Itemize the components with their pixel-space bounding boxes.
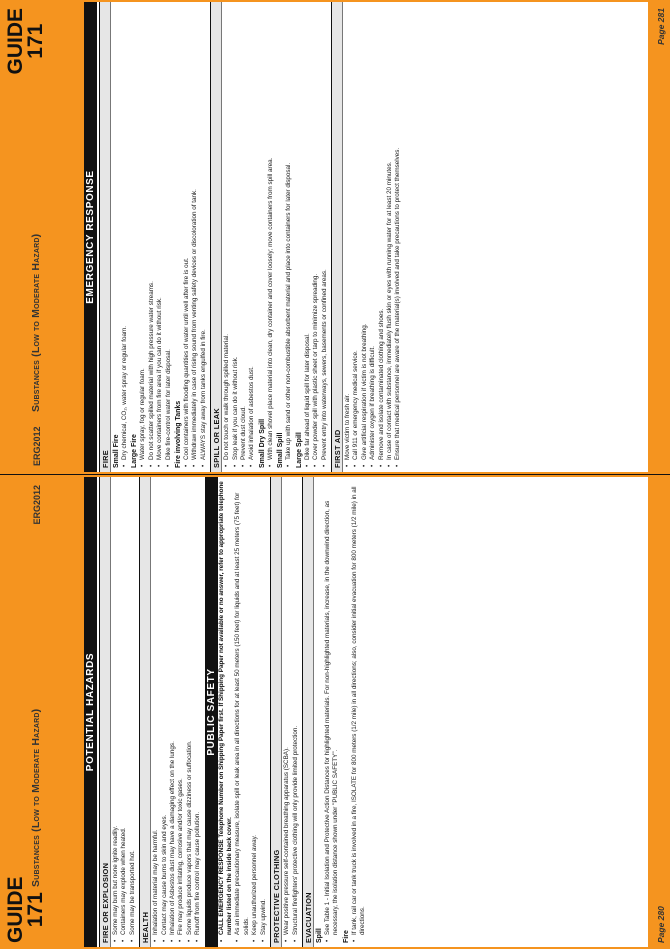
page-number: Page 280 xyxy=(656,906,666,943)
list-item: • Withdraw immediately in case of rising sound from venting safety devices or discoloration of tank. xyxy=(191,6,199,468)
tanks-list xyxy=(183,6,208,468)
guide-number: 171 xyxy=(24,892,47,928)
list-item: • Water spray, fog or regular foam. xyxy=(139,6,147,468)
evacuation-fire-list xyxy=(351,481,368,943)
page-header xyxy=(0,0,82,474)
list-item: • Call 911 or emergency medical service. xyxy=(352,6,360,468)
tanks-label: Fire involving Tanks xyxy=(175,400,183,468)
page-content xyxy=(84,2,648,472)
fire-heading: FIRE xyxy=(99,2,111,472)
list-item: • Stay upwind. xyxy=(260,481,268,943)
large-spill-list xyxy=(304,6,329,468)
evacuation-heading: EVACUATION xyxy=(302,477,314,947)
header-erg: ERG2012 xyxy=(32,485,42,525)
guide-number-block xyxy=(6,8,46,75)
list-item: • ALWAYS stay away from tanks engulfed in fire. xyxy=(200,6,208,468)
first-aid-list xyxy=(344,6,403,468)
large-spill-label: Large Spill xyxy=(295,432,303,468)
guide-number: 171 xyxy=(24,23,47,59)
list-item: • Administer oxygen if breathing is difficult. xyxy=(369,6,377,468)
list-item: • Structural firefighters' protective clothing will only provide limited protection. xyxy=(292,481,300,943)
page-content xyxy=(84,477,648,947)
header-title: Substances (Low to Moderate Hazard) xyxy=(30,233,42,412)
list-item: • Containers may explode when heated. xyxy=(120,481,128,943)
list-item: • Inhalation of material may be harmful. xyxy=(152,481,160,943)
list-item: • Dike far ahead of liquid spill for later disposal. xyxy=(304,6,312,468)
list-item: • Prevent dust cloud. xyxy=(240,6,248,468)
spill-leak-list xyxy=(223,6,257,468)
list-item: • Keep unauthorized personnel away. xyxy=(251,481,259,943)
list-item: • Some liquids produce vapors that may cause dizziness or suffocation. xyxy=(186,481,194,943)
list-item: • Remove and isolate contaminated clothing and shoes. xyxy=(378,6,386,468)
public-safety-band: PUBLIC SAFETY xyxy=(205,477,218,947)
header-title: Substances (Low to Moderate Hazard) xyxy=(30,708,42,887)
list-item: • Some may be transported hot. xyxy=(129,481,137,943)
list-item: • Ensure that medical personnel are aware of the material(s) involved and take precautions to protect themselves. xyxy=(394,6,402,468)
list-item: • Runoff from fire control may cause pollution. xyxy=(194,481,202,943)
list-item: • Take up with sand or other non-combustible absorbent material and place into containers for later disposal. xyxy=(285,6,293,468)
list-item: • Inhalation of Asbestos dust may have a damaging effect on the lungs. xyxy=(169,481,177,943)
header-erg: ERG2012 xyxy=(32,426,42,466)
small-dry-spill-list xyxy=(267,6,275,468)
list-item: • Do not touch or walk through spilled material. xyxy=(223,6,231,468)
list-item: • Avoid inhalation of asbestos dust. xyxy=(248,6,256,468)
list-item: • Do not scatter spilled material with high pressure water streams. xyxy=(148,6,156,468)
list-item: • Wear positive pressure self-contained breathing apparatus (SCBA). xyxy=(283,481,291,943)
list-item: • Cool containers with flooding quantities of water until well after fire is out. xyxy=(183,6,191,468)
small-fire-list xyxy=(121,6,129,468)
list-item: • Fire may produce irritating, corrosive and/or toxic gases. xyxy=(177,481,185,943)
evacuation-spill-label: Spill xyxy=(315,928,323,943)
list-item: • With clean shovel place material into clean, dry container and cover loosely; move containers from spill area. xyxy=(267,6,275,468)
evacuation-spill-list xyxy=(324,481,341,943)
list-item: • In case of contact with substance, immediately flush skin or eyes with running water for at least 20 minutes. xyxy=(386,6,394,468)
page-number: Page 281 xyxy=(656,8,666,45)
large-fire-label: Large Fire xyxy=(131,434,139,468)
list-item: • See Table 1 - Initial Isolation and Protective Action Distances for highlighted materials. For non-highlighted materials, increase, in the downwind direction, as necessary, the isolation distance shown under "PUBLIC SAFETY". xyxy=(324,481,341,943)
page-gutter xyxy=(0,474,670,475)
small-spill-list xyxy=(285,6,293,468)
guide-label: GUIDE xyxy=(4,8,27,75)
list-item: • If tank, rail car or tank truck is involved in a fire, ISOLATE for 800 meters (1/2 mile) in all directions; also, consider initial evacuation for 800 meters (1/2 mile) in all directions. xyxy=(351,481,368,943)
health-heading: HEALTH xyxy=(139,477,151,947)
list-item: • CALL EMERGENCY RESPONSE Telephone Number on Shipping Paper first. If Shipping Paper not available or no answer, refer to appropriate telephone number listed on the inside back cover. xyxy=(218,481,235,943)
potential-hazards-band: POTENTIAL HAZARDS xyxy=(84,477,97,947)
guide-label: GUIDE xyxy=(4,876,27,943)
list-item: • Stop leak if you can do it without risk. xyxy=(232,6,240,468)
emergency-response-band: EMERGENCY RESPONSE xyxy=(84,2,97,472)
list-item: • Cover powder spill with plastic sheet or tarp to minimize spreading. xyxy=(312,6,320,468)
spill-leak-heading: SPILL OR LEAK xyxy=(210,2,222,472)
page-281 xyxy=(0,0,670,474)
list-item: • Some may burn but none ignite readily. xyxy=(112,481,120,943)
fire-explosion-heading: FIRE OR EXPLOSION xyxy=(99,477,111,947)
evacuation-fire-label: Fire xyxy=(342,930,350,943)
list-item: • Prevent entry into waterways, sewers, basements or confined areas. xyxy=(321,6,329,468)
small-dry-spill-label: Small Dry Spill xyxy=(258,418,266,468)
list-item: • As an immediate precautionary measure, isolate spill or leak area in all directions for at least 50 meters (150 feet) for liquids and at least 25 meters (75 feet) for solids. xyxy=(234,481,251,943)
protective-clothing-heading: PROTECTIVE CLOTHING xyxy=(270,477,282,947)
public-safety-list xyxy=(218,481,268,943)
protective-clothing-list xyxy=(283,481,300,943)
fire-explosion-list xyxy=(112,481,137,943)
list-item: • Give artificial respiration if victim is not breathing. xyxy=(361,6,369,468)
page-header xyxy=(0,475,82,949)
page-280 xyxy=(0,475,670,949)
list-item: • Dry chemical, CO₂, water spray or regular foam. xyxy=(121,6,129,468)
small-fire-label: Small Fire xyxy=(113,434,120,468)
list-item: • Move victim to fresh air. xyxy=(344,6,352,468)
small-spill-label: Small Spill xyxy=(277,432,285,468)
health-list xyxy=(152,481,202,943)
list-item: • Move containers from fire area if you can do it without risk. xyxy=(156,6,164,468)
large-fire-list xyxy=(139,6,173,468)
list-item: • Dike fire-control water for later disposal. xyxy=(165,6,173,468)
first-aid-heading: FIRST AID xyxy=(331,2,343,472)
list-item: • Contact may cause burns to skin and eyes. xyxy=(161,481,169,943)
